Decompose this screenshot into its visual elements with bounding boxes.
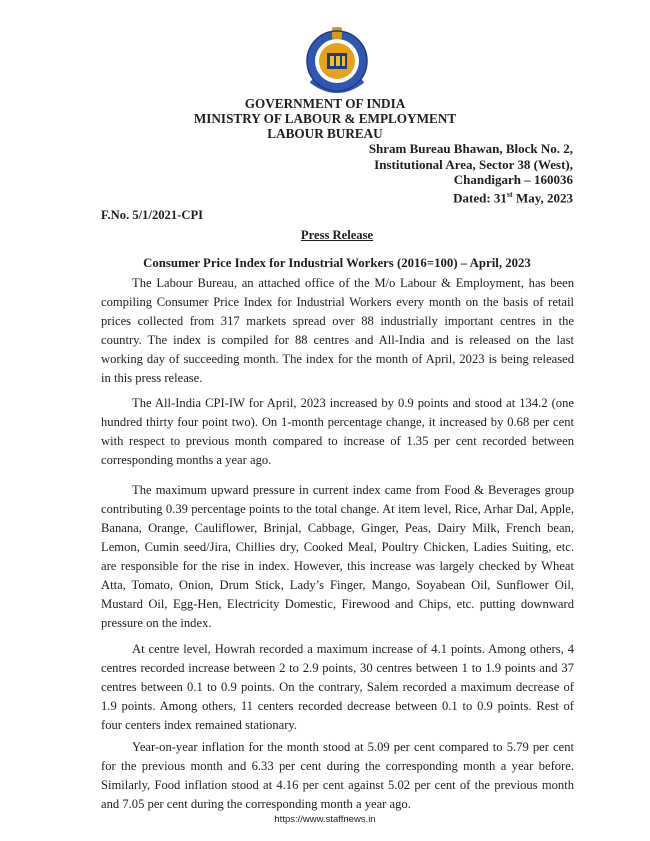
subject-heading: Consumer Price Index for Industrial Workers (2016=100) – April, 2023 xyxy=(143,256,531,270)
header-government: GOVERNMENT OF INDIA xyxy=(244,96,406,111)
header-ministry: MINISTRY OF LABOUR & EMPLOYMENT xyxy=(193,111,457,126)
address-line-2: Institutional Area, Sector 38 (West), xyxy=(374,157,573,172)
dated xyxy=(453,187,573,206)
file-number: F.No. 5/1/2021-CPI xyxy=(101,208,204,222)
dated-sup: st xyxy=(506,190,513,199)
address-line-1: Shram Bureau Bhawan, Block No. 2, xyxy=(368,141,573,156)
paragraph-inflation: Year-on-year inflation for the month stood at 5.09 per cent compared to 5.79 per cent for the previous month and 6.33 per cent during the corresponding month a year before. Similarly, Food inflation stood at 4.16 per cent against 5.02 per cent of the previous month and 7.05 per cent during the corresponding month a year ago. xyxy=(101,740,574,811)
paragraph-upward-pressure: The maximum upward pressure in current index came from Food & Beverages group contributing 0.39 percentage points to the total change. At item level, Rice, Arhar Dal, Apple, Banana, Orange, Cauliflower, Brinjal, Cabbage, Ginger, Peas, Dairy Milk, French bean, Lemon, Cumin seed/Jira, Chillies dry, Cooked Meal, Poultry Chicken, Ladies Suiting, etc. are responsible for the rise in index. However, this increase was largely checked by Wheat Atta, Tomato, Onion, Drum Stick, Lady’s Finger, Mango, Soyabean Oil, Sunflower Oil, Mustard Oil, Egg-Hen, Electricity Domestic, Firewood and Chips, etc. putting downward pressure on the index. xyxy=(101,483,574,630)
header-bureau: LABOUR BUREAU xyxy=(267,126,383,141)
dated-prefix: Dated: 31 xyxy=(453,190,507,206)
labour-bureau-emblem xyxy=(303,23,371,95)
press-release-heading: Press Release xyxy=(300,228,374,242)
dated-suffix: May, 2023 xyxy=(512,190,573,206)
paragraph-centre-level: At centre level, Howrah recorded a maximum increase of 4.1 points. Among others, 4 centres recorded increase between 2 to 2.9 points, 30 centres between 1 to 1.9 points and 37 centres between 0.1 to 0.9 points. On the contrary, Salem recorded a maximum decrease of 1.9 points. Among others, 11 centers recorded decrease between 0.1 to 0.9 points. Rest of four centers index remained stationary. xyxy=(101,642,574,732)
paragraph-all-india: The All-India CPI-IW for April, 2023 increased by 0.9 points and stood at 134.2 (one hundred thirty four point two). On 1-month percentage change, it increased by 0.68 per cent with respect to previous month compared to increase of 1.35 per cent recorded between corresponding months a year ago. xyxy=(101,396,574,467)
paragraph-intro: The Labour Bureau, an attached office of the M/o Labour & Employment, has been compiling Consumer Price Index for Industrial Workers every month on the basis of retail prices collected from 317 markets spread over 88 industrially important centres in the country. The index is compiled for 88 centres and All-India and is released on the last working day of succeeding month. The index for the month of April, 2023 is being released in this press release. xyxy=(101,276,574,385)
address-line-3: Chandigarh – 160036 xyxy=(453,172,573,187)
footer-url: https://www.staffnews.in xyxy=(274,814,376,825)
